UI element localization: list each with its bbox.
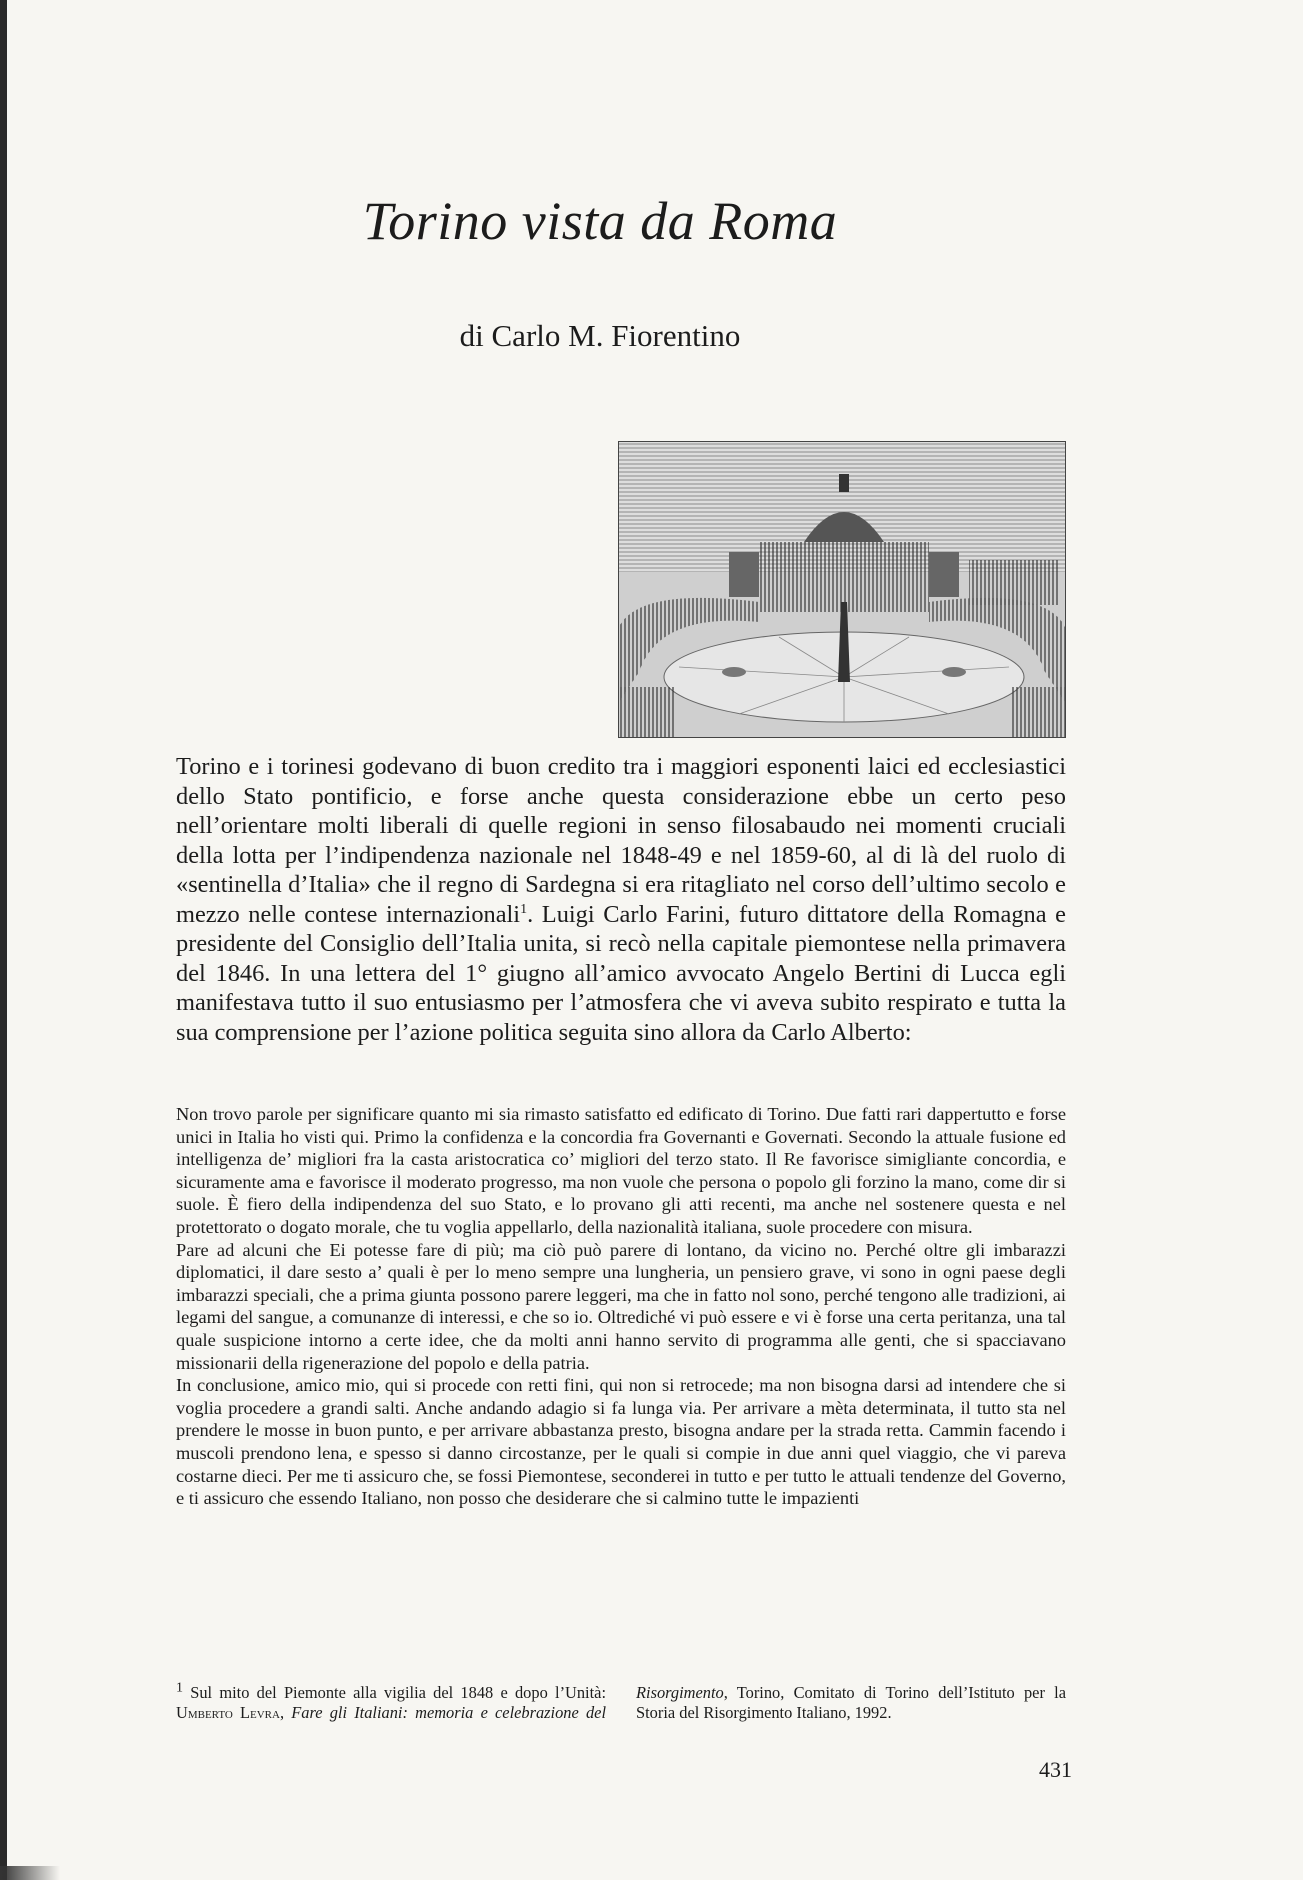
body-paragraph-part-2: . Luigi Carlo Farini, futuro dittatore della Romagna e presidente del Consiglio dell’Italia unita, si recò nella capitale piemontese nella primavera del 1846. In una lettera del 1° giugno all’amico avvocato Angelo Bertini di Lucca egli manifestava tutto il suo entusiasmo per l’atmosfera che vi aveva subito respirato e tutta la sua comprensione per l’azione politica seguita sino allora da Carlo Alberto: <box>176 900 1066 1046</box>
basilica-left-tower <box>729 552 759 597</box>
body-paragraph-part-1: Torino e i torinesi godevano di buon credito tra i maggiori esponenti laici ed ecclesiastici dello Stato pontificio, e forse anche questa considerazione ebbe un certo peso nell’orientare molti liberali di quelle regioni in senso filosabaudo nei momenti cruciali della lotta per l’indipendenza nazionale nel 1848-49 e nel 1859-60, al di là del ruolo di «sentinella d’Italia» che il regno di Sardegna si era ritagliato nel corso dell’ultimo secolo e mezzo nelle contese internazionali <box>176 753 1066 928</box>
footnote <box>176 1680 1066 1722</box>
footnote-separator: , <box>279 1702 292 1722</box>
quote-paragraph-1: Non trovo parole per significare quanto mi sia rimasto satisfatto ed edificato di Torino. Due fatti rari dappertutto e forse unici in Italia ho visti qui. Primo la confidenza e la concordia fra Governanti e Governati. Secondo la attuale fusione ed intelligenza de’ migliori fra la casta aristocratica co’ migliori del terzo stato. Il Re favorisce simigliante concordia, e sicuramente ama e favorisce il moderato progresso, ma non vuole che persona o popolo gli forzino la mano, come dir si suole. È fiero della indipendenza del suo Stato, e lo provano gli atti recenti, ma anche nel sostenere questa e nel protettorato o dogato morale, che tu voglia appellarlo, della nazionalità italiana, suole procedere con misura. <box>176 1104 1066 1237</box>
footnote-reference: 1 <box>520 901 528 917</box>
page-binding-edge <box>0 0 7 1880</box>
basilica-facade <box>759 542 929 612</box>
footnote-1 <box>176 1680 1066 1722</box>
st-peters-square-engraving <box>618 441 1066 738</box>
left-fountain <box>722 667 746 677</box>
footnote-author: Umberto Levra <box>176 1702 280 1722</box>
basilica-right-tower <box>929 552 959 597</box>
footnote-book-title: Fare gli Italiani: memoria e celebrazione del Risorgimento <box>291 1683 724 1722</box>
engraving-drawing <box>619 442 1065 737</box>
footnote-number: 1 <box>176 1680 183 1696</box>
quote-paragraph-2: Pare ad alcuni che Ei potesse fare di più; ma ciò può parere di lontano, da vicino no. Perché oltre gli imbarazzi diplomatici, il dare sesto a’ quali è per lo meno sempre una lungheria, un pensiero grave, vi sono in ogni paese degli imbarazzi speciali, che a prima giunta possono parere leggeri, ma che in fatto nol sono, perché tengono alle tradizioni, ai legami del sangue, a comunanze di interessi, e che so io. Oltrediché vi può essere e vi è forse una certa peritanza, una tal quale suspicione intorno a certe idee, che da molti anni hanno servito di programma alle genti, che si spacciavano missionarii della rigenerazione del popolo e della patria. <box>176 1239 1066 1373</box>
footnote-publication: , Torino, Comitato di Torino dell’Istituto per la Storia del Risorgimento Italiano, 1992. <box>636 1683 1066 1722</box>
block-quotation <box>176 1103 1066 1510</box>
article-title: Torino vista da Roma <box>362 191 838 251</box>
scan-shadow <box>0 1866 60 1880</box>
left-colonnade-end <box>619 687 674 737</box>
right-fountain <box>942 667 966 677</box>
body-paragraph <box>176 752 1066 1047</box>
article-author: di Carlo M. Fiorentino <box>459 318 741 353</box>
quote-paragraph-3: In conclusione, amico mio, qui si procede con retti fini, qui non si retrocede; ma non bisogna darsi ad intendere che si voglia procedere a grandi salti. Anche andando adagio si fa lunga via. Per arrivare a mèta determinata, il tutto sta nel prendere le mosse in buon punto, e per arrivare abbastanza presto, bisogna andare per la strada retta. Cammin facendo i muscoli prendono lena, e spesso si danno circostanze, per le quali si compie in due anni quel viaggio, che vi pareva costarne dieci. Per me ti assicuro che, se fossi Piemontese, seconderei in tutto e per tutto le attuali tendenze del Governo, e ti assicuro che essendo Italiano, non posso che desiderare che si calmino tutte le impazienti <box>176 1375 1066 1509</box>
dome-lantern <box>839 474 849 492</box>
page-number: 431 <box>1039 1757 1072 1782</box>
footnote-text-intro: Sul mito del Piemonte alla vigilia del 1848 e dopo l’Unità: <box>183 1683 606 1702</box>
right-colonnade-end <box>1010 687 1065 737</box>
